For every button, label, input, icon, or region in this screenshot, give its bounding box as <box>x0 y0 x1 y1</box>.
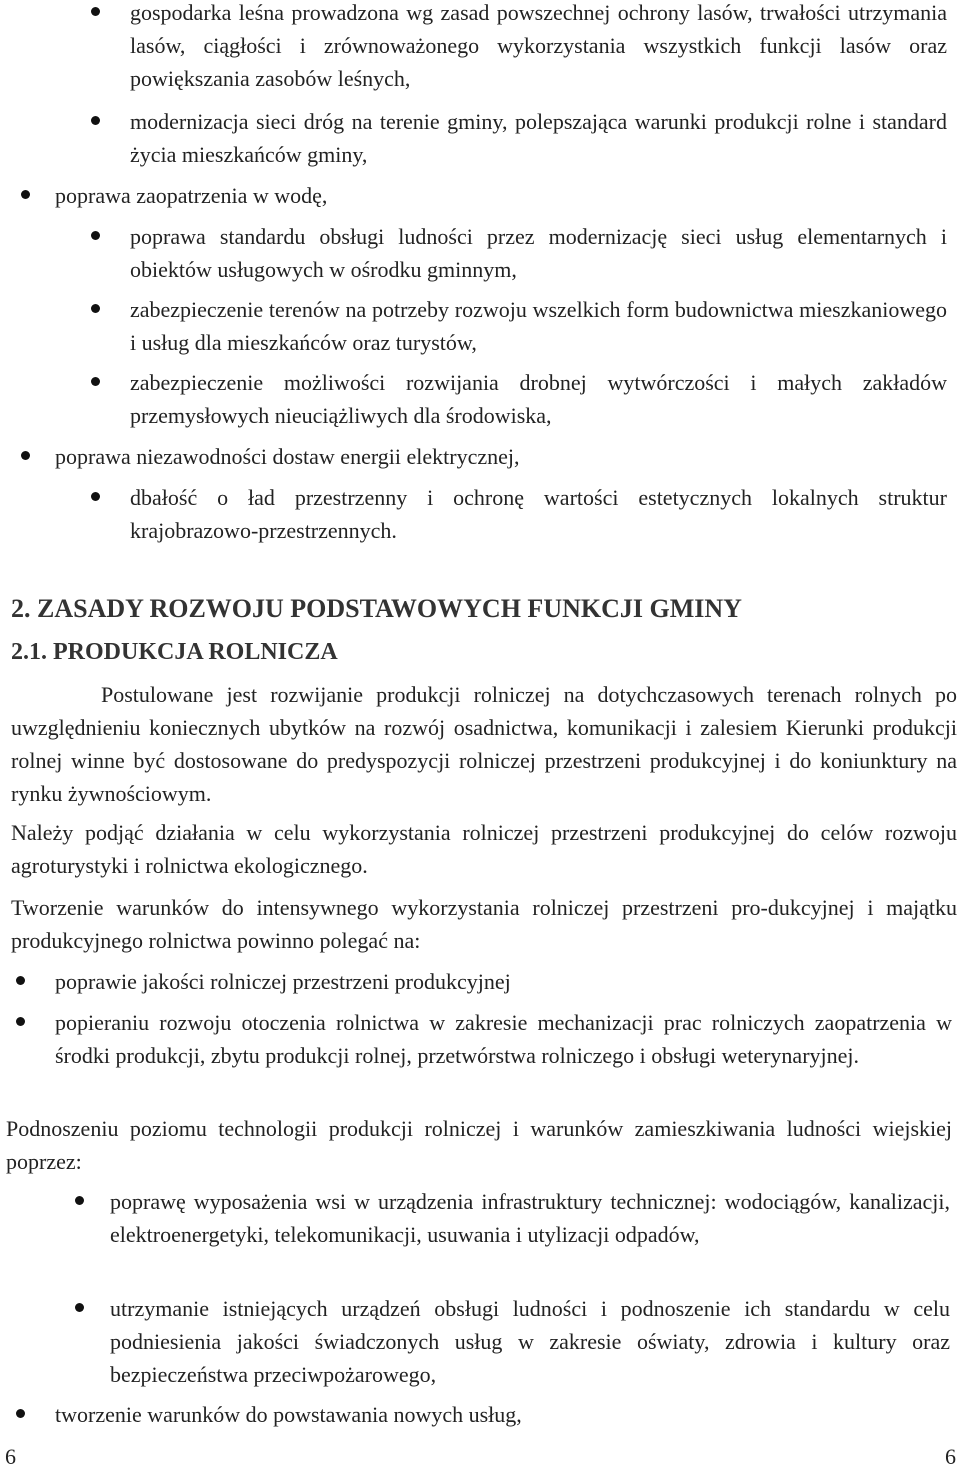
paragraph: Podnoszeniu poziomu technologii produkcji rolniczej i warunków zamieszkiwania ludności wiejskiej poprzez: <box>6 1116 952 1174</box>
paragraph: Postulowane jest rozwijanie produkcji rolniczej na dotychczasowych terenach rolnych po uwzględnieniu koniecznych ubytków na rozwój osadnictwa, komunikacji i zalesiem Kierunki produkcji rolnej winne być dostosowane do predyspozycji rolniczej przestrzeni produkcyjnej i do koniunktury na rynku żywnościowym. <box>11 682 957 806</box>
list-item: poprawa zaopatrzenia w wodę, <box>55 179 947 212</box>
page-number-left: 6 <box>5 1444 16 1469</box>
page-number-right: 6 <box>945 1444 956 1469</box>
subsection-heading: 2.1. PRODUKCJA ROLNICZA <box>11 639 338 665</box>
list-item: modernizacja sieci dróg na terenie gminy, polepszająca warunki produkcji rolne i standard życia mieszkańców gminy, <box>130 105 947 171</box>
list-item: poprawa niezawodności dostaw energii elektrycznej, <box>55 440 947 473</box>
section-heading: 2. ZASADY ROZWOJU PODSTAWOWYCH FUNKCJI GMINY <box>11 594 742 623</box>
list-item: poprawę wyposażenia wsi w urządzenia infrastruktury technicznej: wodociągów, kanalizacji, elektroenergetyki, telekomunikacji, usuwania i utylizacji odpadów, <box>110 1185 950 1251</box>
list-item: zabezpieczenie terenów na potrzeby rozwoju wszelkich form budownictwa mieszkaniowego i usług dla mieszkańców oraz turystów, <box>130 293 947 359</box>
paragraph: Tworzenie warunków do intensywnego wykorzystania rolniczej przestrzeni pro-dukcyjnej i majątku produkcyjnego rolnictwa powinno polegać na: <box>11 895 957 953</box>
list-item: dbałość o ład przestrzenny i ochronę wartości estetycznych lokalnych struktur krajobrazowo-przestrzennych. <box>130 481 947 547</box>
paragraph: Należy podjąć działania w celu wykorzystania rolniczej przestrzeni produkcyjnej do celów rozwoju agroturystyki i rolnictwa ekologicznego. <box>11 820 957 878</box>
list-item: gospodarka leśna prowadzona wg zasad powszechnej ochrony lasów, trwałości utrzymania lasów, ciągłości i zrównoważonego wykorzystania wszystkich funkcji lasów oraz powiększania zasobów leśnych, <box>130 0 947 95</box>
list-item: zabezpieczenie możliwości rozwijania drobnej wytwórczości i małych zakładów przemysłowych nieuciążliwych dla środowiska, <box>130 366 947 432</box>
list-item: popieraniu rozwoju otoczenia rolnictwa w zakresie mechanizacji prac rolniczych zaopatrzenia w środki produkcji, zbytu produkcji rolnej, przetwórstwa rolniczego i obsługi weterynaryjnej. <box>55 1006 952 1072</box>
list-item: tworzenie warunków do powstawania nowych usług, <box>55 1398 947 1431</box>
list-item: poprawa standardu obsługi ludności przez modernizację sieci usług elementarnych i obiektów usługowych w ośrodku gminnym, <box>130 220 947 286</box>
list-item: utrzymanie istniejących urządzeń obsługi ludności i podnoszenie ich standardu w celu podniesienia jakości świadczonych usług w zakresie oświaty, zdrowia i kultury oraz bezpieczeństwa przeciwpożarowego, <box>110 1292 950 1391</box>
list-item: poprawie jakości rolniczej przestrzeni produkcyjnej <box>55 965 947 998</box>
